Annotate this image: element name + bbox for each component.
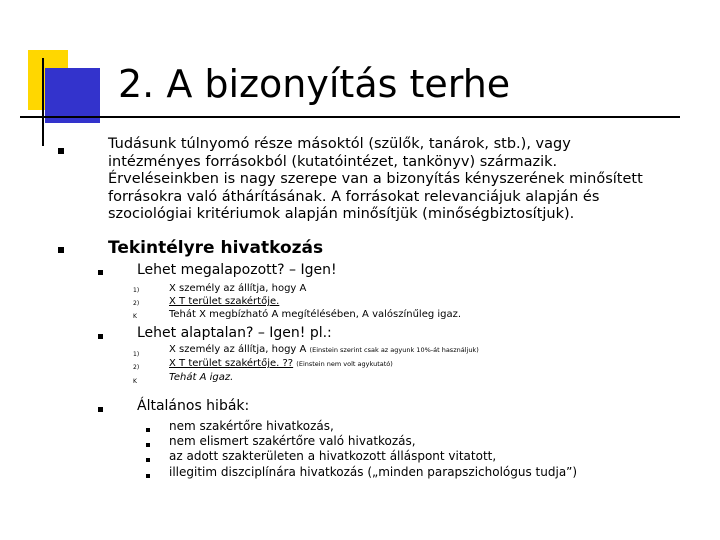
section-a-item: Tehát X megbízható A megítélésében, A valószínűleg igaz. <box>169 309 462 320</box>
section-c-label: Általános hibák: <box>137 398 250 414</box>
intro-paragraph <box>108 136 643 224</box>
bullet-square-icon <box>98 334 103 339</box>
intro-line: Tudásunk túlnyomó része másoktól (szülők, tanárok, stb.), vagy <box>108 136 571 152</box>
list-number: 2) <box>133 300 140 307</box>
decor-vertical-line <box>42 58 44 146</box>
list-number: 1) <box>133 351 140 358</box>
intro-line: szociológiai kritériumok alapján minősítjük (minőségbiztosítjuk). <box>108 206 575 222</box>
section-b-label: Lehet alaptalan? – Igen! pl.: <box>137 325 332 341</box>
section-c-item: nem szakértőre hivatkozás, <box>169 419 334 433</box>
bullet-square-icon <box>98 270 103 275</box>
section-b-item-note: (Einstein nem volt agykutató) <box>296 360 393 368</box>
bullet-square-icon <box>146 474 150 478</box>
bullet-square-icon <box>146 458 150 462</box>
section-a-item: X személy az állítja, hogy A <box>169 283 307 294</box>
section-b-item <box>169 344 479 355</box>
section-a-item: X T terület szakértője. <box>169 296 280 307</box>
decor-horizontal-line <box>20 116 680 118</box>
section-b-item-text: X személy az állítja, hogy A <box>169 344 307 355</box>
bullet-square-icon <box>146 428 150 432</box>
section-b-item <box>169 358 393 369</box>
section-a-label: Lehet megalapozott? – Igen! <box>137 262 337 278</box>
section-c-item: az adott szakterületen a hivatkozott álláspont vitatott, <box>169 449 497 463</box>
intro-line: forrásokra való áthárításának. A forrásokat relevanciájuk alapján és <box>108 188 600 205</box>
list-number: K <box>133 378 137 385</box>
section-c-item: illegitim diszciplínára hivatkozás („minden parapszichológus tudja”) <box>169 465 578 479</box>
section-heading: Tekintélyre hivatkozás <box>108 238 324 258</box>
list-number: 2) <box>133 364 140 371</box>
section-b-item-text: X T terület szakértője. ?? <box>169 358 294 369</box>
intro-line: Érveléseinkben is nagy szerepe van a bizonyítás kényszerének minősített <box>108 171 643 187</box>
bullet-square-icon <box>58 148 64 154</box>
section-c-item: nem elismert szakértőre való hivatkozás, <box>169 434 416 448</box>
section-b-item-note: (Einstein szerint csak az agyunk 10%-át használjuk) <box>309 346 479 354</box>
decor-blue-square <box>45 68 100 123</box>
bullet-square-icon <box>98 407 103 412</box>
slide-title: 2. A bizonyítás terhe <box>118 62 511 106</box>
bullet-square-icon <box>146 443 150 447</box>
bullet-square-icon <box>58 247 64 253</box>
list-number: 1) <box>133 287 140 294</box>
list-number: K <box>133 313 137 320</box>
intro-line: intézményes forrásokból (kutatóintézet, tankönyv) származik. <box>108 153 558 170</box>
section-b-item: Tehát A igaz. <box>169 372 234 383</box>
